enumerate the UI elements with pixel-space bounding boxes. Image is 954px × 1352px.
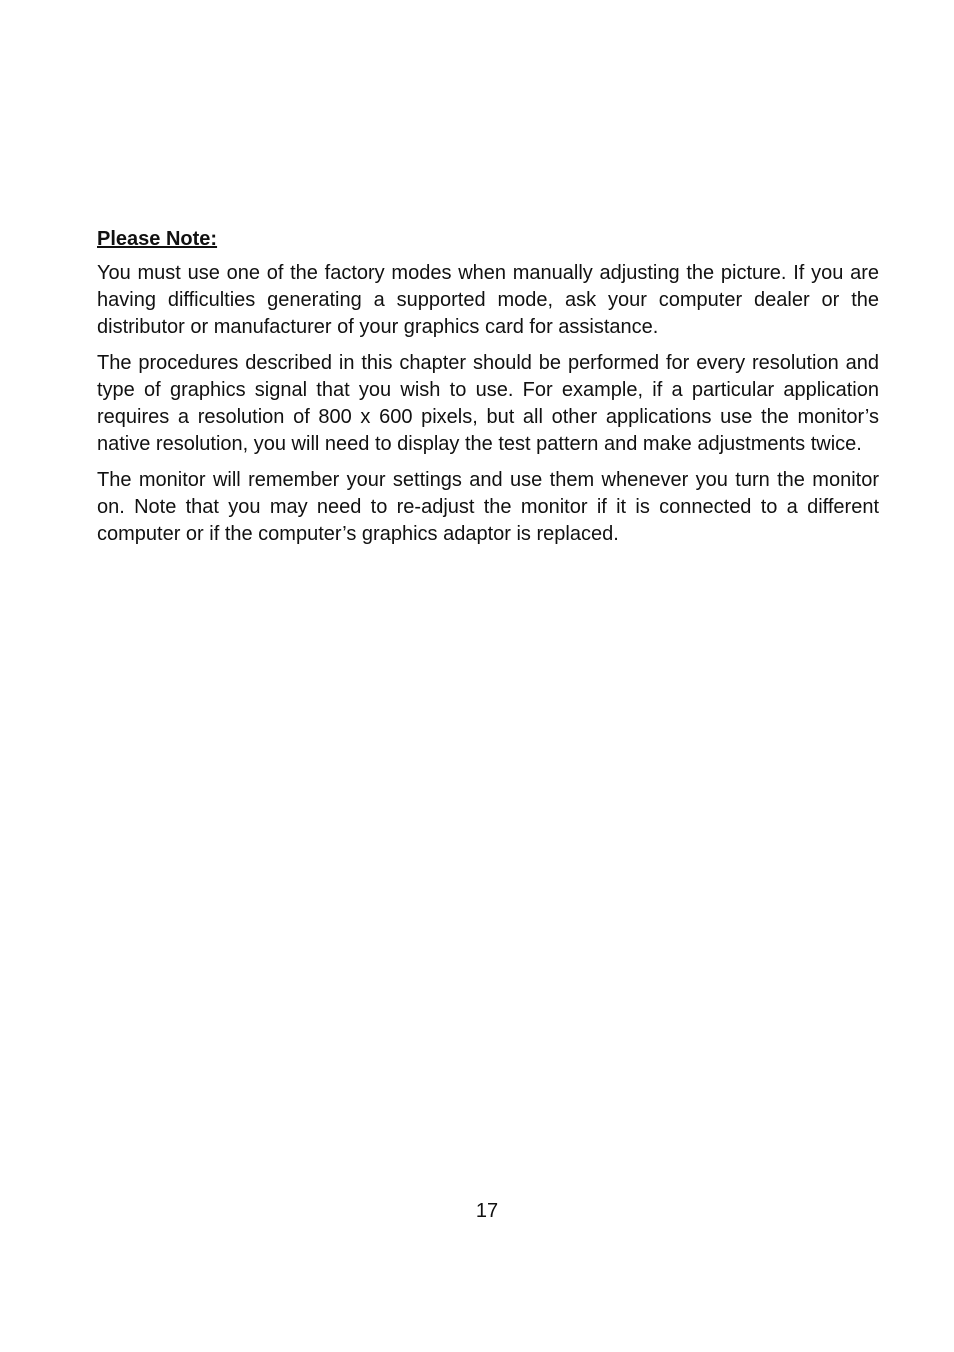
note-section	[97, 226, 879, 557]
note-paragraph-procedures: The procedures described in this chapter should be performed for every resolution and type of graphics signal that you wish to use. For example, if a particular application requires a resolution of 800 x 600 pixels, but all other applications use the monitor’s native resolution, you will need to display the test pattern and make adjustments twice.	[97, 352, 879, 455]
page-number: 17	[475, 1200, 499, 1222]
note-paragraph-remember-settings: The monitor will remember your settings and use them whenever you turn the monitor on. Note that you may need to re-adjust the monitor if it is connected to a different computer or if the computer’s graphics adaptor is replaced.	[97, 469, 879, 545]
note-paragraph-factory-modes: You must use one of the factory modes when manually adjusting the picture. If you are having difficulties generating a supported mode, ask your computer dealer or the distributor or manufacturer of your graphics card for assistance.	[97, 262, 879, 338]
note-heading: Please Note:	[97, 228, 218, 250]
